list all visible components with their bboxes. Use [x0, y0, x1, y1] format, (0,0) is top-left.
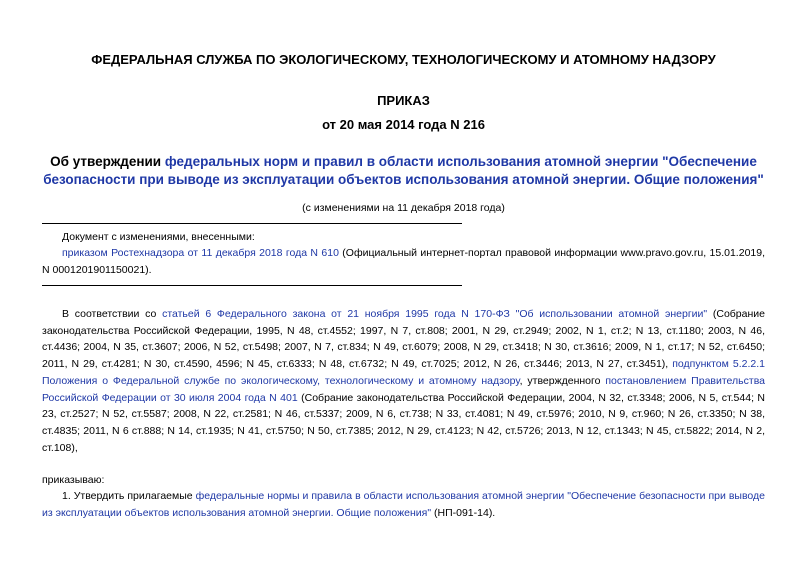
order-word: приказываю:: [42, 474, 105, 486]
divider-top: [42, 223, 462, 224]
basis-paragraph: [42, 306, 765, 456]
item1-norms-link[interactable]: федеральные нормы и правила в области использования атомной энергии "Обеспечение безопасности при выводе из эксплуатации объектов использования атомной энергии. Общие положения": [42, 490, 765, 519]
document-title: [30, 153, 777, 189]
order-item-1: [42, 488, 765, 521]
basis-text-3: (Собрание законодательства Российской Федерации, 2004, N 32, ст.3348; 2006, N 5, ст.544; N 23, ст.2527; N 52, ст.5587; 2008, N 22, ст.2581; N 46, ст.5337; 2009, N 6, ст.738; N 33, ст.4081; N 49, ст.5976; 2010, N 9, ст.960; N 26, ст.3350; N 38, ст.4835; 2011, N 6 ст.888; N 14, ст.1935; N 41, ст.5750; N 50, ст.7385; 2012, N 29, ст.4123; N 42, ст.5726; 2013, N 12, ст.1343; N 45, ст.5822; 2014, N 2, ст.108),: [42, 391, 765, 454]
basis-law-link[interactable]: статьей 6 Федерального закона от 21 ноября 1995 года N 170-ФЗ "Об использовании атомной энергии": [162, 308, 708, 320]
document-date-number: от 20 мая 2014 года N 216: [322, 117, 485, 132]
basis-text-1: (Собрание законодательства Российской Федерации, 1995, N 48, ст.4552; 1997, N 7, ст.808; 2001, N 29, ст.2949; 2002, N 1, ст.2; N 13, ст.1180; 2003, N 46, ст.4436; 2004, N 35, ст.3607; 2006, N 52, ст.5498; 2007, N 7, ст.834; N 49, ст.6079; 2008, N 29, ст.3418; N 30, ст.3616; 2009, N 1, ст.17; N 52, ст.6450; 2011, N 29, ст.4281; N 30, ст.4590, 4596; N 45, ст.6333; N 48, ст.6732; N 49, ст.7025; 2012, N 26, ст.3446; 2013, N 27, ст.3451),: [42, 308, 765, 371]
basis-regulation-link[interactable]: подпунктом 5.2.2.1 Положения о Федеральной службе по экологическому, технологическому и атомному надзору: [42, 358, 765, 387]
basis-decree-link[interactable]: постановлением Правительства Российской Федерации от 30 июля 2004 года N 401: [42, 374, 765, 404]
changes-tail: (Официальный интернет-портал правовой информации www.pravo.gov.ru, 15.01.2019, N 0001201901150021).: [42, 247, 765, 276]
revision-note: (с изменениями на 11 декабря 2018 года): [302, 202, 505, 214]
changes-body: [42, 245, 765, 278]
organization-heading: ФЕДЕРАЛЬНАЯ СЛУЖБА ПО ЭКОЛОГИЧЕСКОМУ, ТЕХНОЛОГИЧЕСКОМУ И АТОМНОМУ НАДЗОРУ: [91, 52, 716, 67]
changes-heading: Документ с изменениями, внесенными:: [62, 231, 255, 243]
basis-text-2: , утвержденного: [519, 374, 606, 387]
divider-bottom: [42, 285, 462, 286]
item1-tail: (НП-091-14).: [431, 506, 496, 519]
changes-link[interactable]: приказом Ростехнадзора от 11 декабря 2018 года N 610: [62, 247, 339, 259]
basis-lead: В соответствии со: [62, 308, 163, 320]
title-prefix: Об утверждении: [50, 154, 165, 169]
item1-lead: 1. Утвердить прилагаемые: [62, 490, 196, 502]
title-link[interactable]: федеральных норм и правил в области использования атомной энергии "Обеспечение безопасности при выводе из эксплуатации объектов использования атомной энергии. Общие положения": [43, 154, 764, 187]
document-type-heading: ПРИКАЗ: [377, 93, 430, 108]
